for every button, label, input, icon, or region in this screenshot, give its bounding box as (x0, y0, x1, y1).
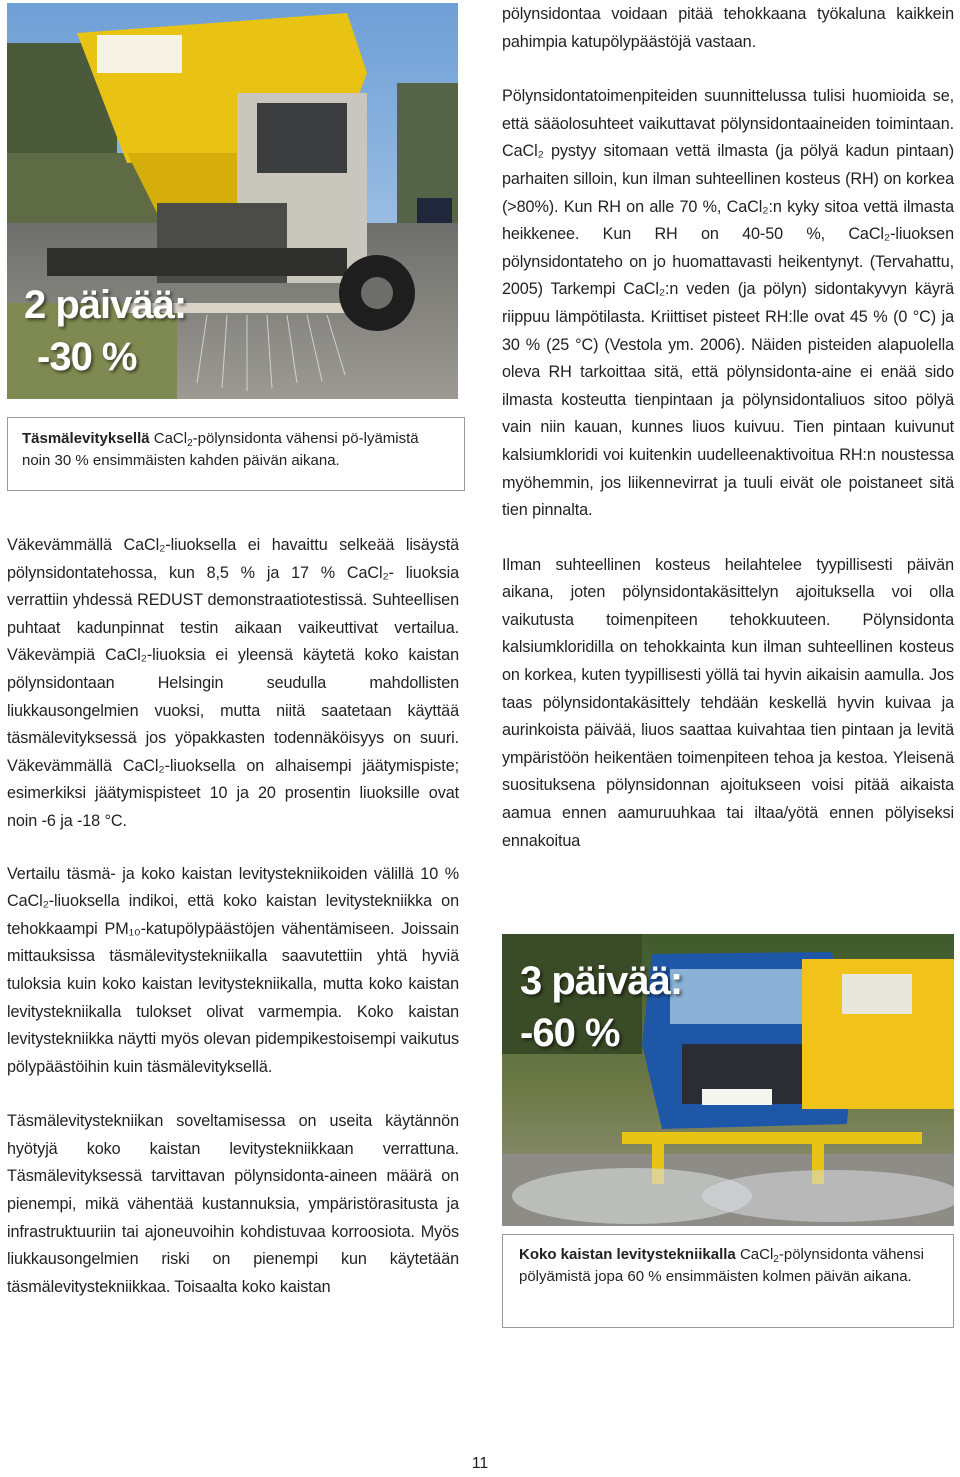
photo-spreader-truck (7, 3, 458, 399)
caption2-text-a: CaCl (735, 1246, 774, 1263)
page-number: 11 (471, 1455, 489, 1472)
photo2-overlay-percent: -60 % (520, 1011, 620, 1055)
caption1-text-b: -pölynsidonta vähensi pö-lyämistä noin 30 % ensimmäisten kahden päivän aikana. (22, 430, 419, 469)
caption2-text-b: -pölynsidonta vähensi pölyämistä jopa 60 % ensimmäisten kolmen päivän aikana. (519, 1246, 924, 1285)
left-paragraph-2: Vertailu täsmä- ja koko kaistan levitystekniikoiden välillä 10 % CaCl₂-liuoksella indikoi, että koko kaistan levitystekniikka on tehokkaampi PM₁₀-katupölypäästöjen vähentämiseen. Joissain mittauksissa täsmälevitystekniikalla saavutettiin yhtä hyviä tuloksia kuin koko kaistan levitystekniikalla, mutta koko kaistan levitystekniikalla tulokset olivat varmempia. Koko kaistan levitystekniikka näytti myös olevan pidempikestoisempi vaikutus pölypäästöihin kuin täsmälevityksellä. (7, 864, 459, 1076)
caption1-sub: 2 (187, 438, 193, 449)
right-paragraph-0: pölynsidontaa voidaan pitää tehokkaana työkaluna kaikkein pahimpia katupölypäästöjä vastaan. (502, 5, 954, 51)
caption1-text-a: CaCl (149, 430, 188, 447)
photo-blue-truck (502, 934, 954, 1226)
photo1-overlay-percent: -30 % (37, 335, 137, 379)
caption1-bold: Täsmälevityksellä (22, 430, 150, 447)
left-paragraph-3: Täsmälevitystekniikan soveltamisessa on useita käytännön hyötyjä koko kaistan levitystekniikkaan verrattuna. Täsmälevityksessä tarvittavan pölynsidonta-aineen määrä on pienempi, mikä vähentää kustannuksia, ympäristörasitusta ja infrastruktuuriin tai ajoneuvoihin kohdistuvaa korroosiota. Myös liukkausongelmien riski on pienempi kun käytetään täsmälevitystekniikkaa. Toisaalta koko kaistan (7, 1112, 459, 1296)
photo1-overlay (24, 279, 186, 383)
photo2-caption (502, 1234, 954, 1328)
caption2-bold: Koko kaistan levitystekniikalla (519, 1246, 736, 1263)
left-paragraph-1: Väkevämmällä CaCl₂-liuoksella ei havaittu selkeää lisäystä pölynsidontatehossa, kun 8,5 % ja 17 % CaCl₂- liuoksia verrattiin yhdessä REDUST demonstraatiotestissä. Suhteellisen puhtaat kadunpinnat testin aikaan vaikeuttivat vertailua. Väkevämpiä CaCl₂-liuoksia ei yleensä käytetä koko kaistan pölynsidontaan Helsingin seudulla mahdollisten liukkausongelmien vuoksi, mutta niitä saatetaan käyttää täsmälevityksessä jos yöpakkasten todennäköisyys on suuri. Väkevämmällä CaCl₂-liuoksella on alhaisempi jäätymispiste; esimerkiksi jäätymispisteet 10 ja 20 prosentin liuoksille ovat noin -6 ja -18 °C. (7, 536, 459, 830)
left-column (7, 532, 459, 1301)
photo2-overlay (520, 955, 682, 1059)
photo2-overlay-days: 3 päivää: (520, 959, 683, 1003)
photo1-overlay-days: 2 päivää: (24, 283, 187, 327)
right-column (502, 1, 954, 855)
caption2-sub: 2 (773, 1254, 779, 1265)
right-paragraph-2: Ilman suhteellinen kosteus heilahtelee tyypillisesti päivän aikana, joten pölynsidontakäsittelyn ajoituksella voi olla vaikutusta toimenpiteen tehokkuuteen. Pölynsidonta kalsiumkloridilla on tehokkainta kun ilman suhteellinen kosteus on korkea, kuten tyypillisesti yöllä tai hyvin aikaisin aamulla. Jos taas pölynsidontakäsittely tehdään keskellä hyvin kuivaa ja aurinkoista päivää, liuos saattaa kuivahtaa tien pintaan ja levitä ympäristöön heikentäen toimenpiteen tehoa ja kestoa. Yleisenä suosituksena pölynsidonnan ajoitukseen voisi pitää aikaista aamua ennen aamuruuhkaa tai iltaa/yötä ennen pölyiseksi ennakoitua (502, 555, 954, 850)
right-paragraph-1: Pölynsidontatoimenpiteiden suunnittelussa tulisi huomioida se, että sääolosuhteet vaikuttavat pölynsidontaaineiden toimintaan. CaCl₂ pystyy sitomaan vettä ilmasta (ja pölyä kadun pintaan) parhaiten silloin, kun ilman suhteellinen kosteus (RH) on korkea (>80%). Kun RH on alle 70 %, CaCl₂:n kyky sitoa vettä ilmasta heikkenee. Kun RH on 40-50 %, CaCl₂-liuoksen pölynsidontateho on jo huomattavasti heikentynyt. (Tervahattu, 2005) Tarkempi CaCl₂:n veden (ja pölyn) sidontakyvyn käyrä riippuu lämpötilasta. Kriittiset pisteet RH:lle ovat 45 % (0 °C) ja 30 % (25 °C) (Vestola ym. 2006). Näiden pisteiden alapuolella oleva RH tarkoittaa sitä, että pölynsidonta-aine ei enää sido ilmasta kosteutta tienpintaan ja pölynsidontaliuos sitoo pölyä vain niin kauan, kunnes liuos kuivuu. Tien pintaan kuivunut kalsiumkloridi voi kuitenkin uudelleenaktivoitua RH:n noustessa myöhemmin, jos liikennevirrat ja tuuli eivät ole poistaneet sitä tien pinnalta. (502, 87, 954, 520)
photo1-caption (7, 417, 465, 491)
